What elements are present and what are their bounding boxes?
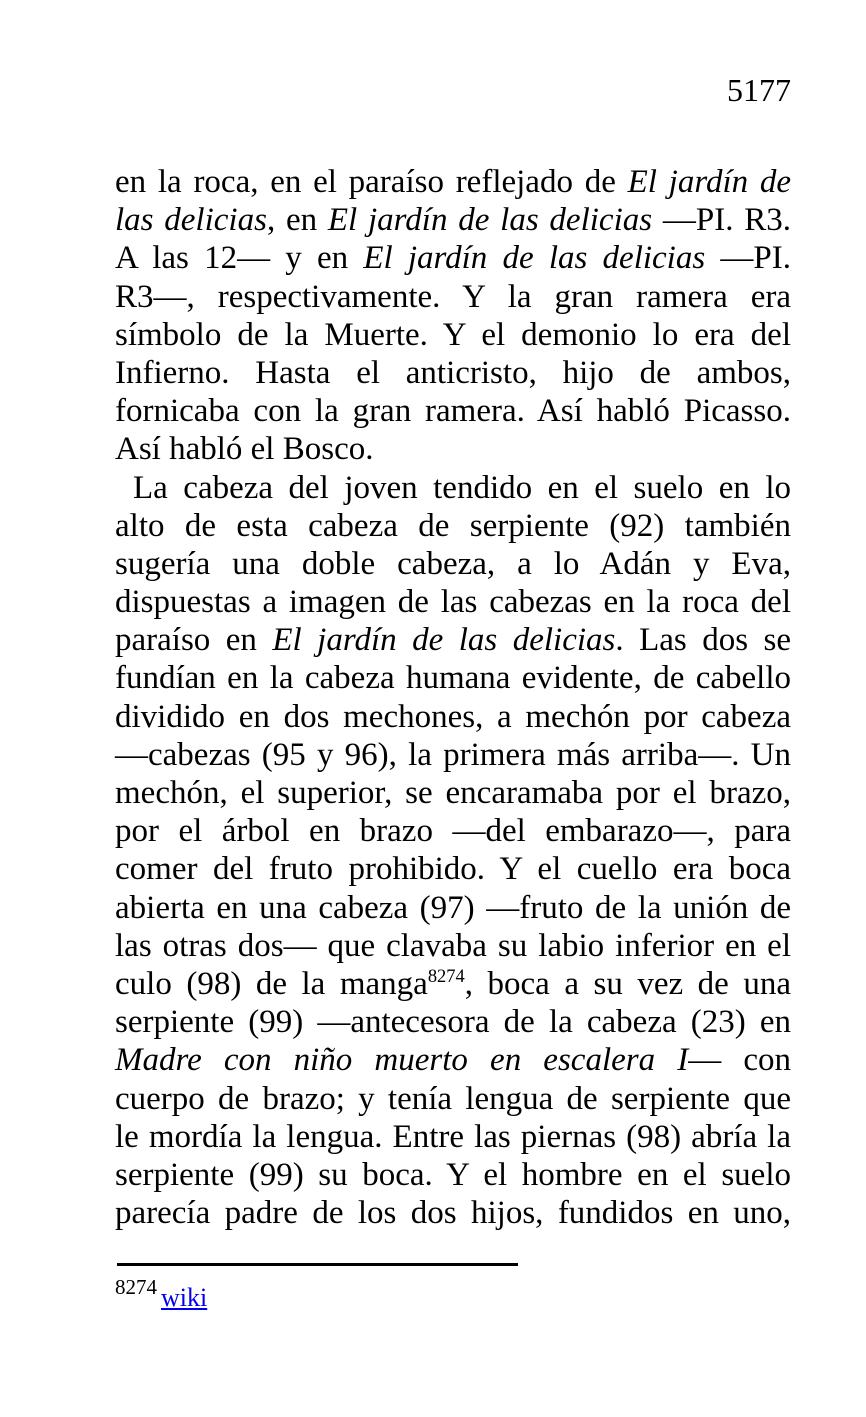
text-line: fornicaba con la gran ramera. Así habló Picasso. [115, 393, 791, 430]
text-line: fundían en la cabeza humana evidente, de cabello [115, 660, 791, 697]
text-line: comer del fruto prohibido. Y el cuello era boca [115, 851, 791, 888]
text-line: las delicias, en El jardín de las delicias —PI. R3. [115, 202, 791, 239]
text-line: serpiente (99) —antecesora de la cabeza (23) en [115, 1004, 791, 1041]
text-line: culo (98) de la manga$^{8274}$, boca a su vez de una [115, 965, 792, 1002]
text-line: símbolo de la Muerte. Y el demonio lo era del [115, 316, 791, 353]
footnote-reference[interactable]: 8274 [427, 965, 465, 986]
text-line: Madre con niño muerto en escalera I— con [115, 1042, 791, 1079]
text-line: paraíso en El jardín de las delicias. Las dos se [115, 622, 791, 659]
text-line: A las 12— y en El jardín de las delicias —PI. [115, 240, 791, 277]
body-text [115, 163, 791, 1232]
text-line: alto de esta cabeza de serpiente (92) también [115, 507, 791, 544]
text-line: La cabeza del joven tendido en el suelo en lo [133, 469, 791, 506]
text-line: en la roca, en el paraíso reflejado de El jardín de [115, 164, 792, 200]
text-line: parecía padre de los dos hijos, fundidos en uno, [115, 1195, 791, 1232]
text-line: R3—, respectivamente. Y la gran ramera era [115, 278, 791, 315]
paragraph-1 [115, 163, 791, 469]
text-line: —cabezas (95 y 96), la primera más arriba—. Un [115, 736, 791, 773]
paragraph-2 [115, 469, 791, 1233]
page-number: 5177 [727, 72, 791, 108]
text-line: Infierno. Hasta el anticristo, hijo de ambos, [115, 354, 791, 391]
text-line: Así habló el Bosco. [115, 431, 374, 468]
text-line: sugería una doble cabeza, a lo Adán y Eva, [115, 545, 791, 582]
text-line: las otras dos— que clavaba su labio inferior en el [115, 927, 791, 964]
text-line: dispuestas a imagen de las cabezas en la roca del [115, 584, 791, 621]
text-line: cuerpo de brazo; y tenía lengua de serpiente que [115, 1080, 791, 1117]
footnote-separator-rule [117, 1263, 518, 1266]
text-line: por el árbol en brazo —del embarazo—, para [115, 813, 791, 850]
text-line: serpiente (99) su boca. Y el hombre en el suelo [115, 1156, 791, 1193]
text-line: le mordía la lengua. Entre las piernas (98) abría la [115, 1118, 791, 1155]
footnote-wiki-link[interactable]: wiki [161, 1283, 208, 1312]
footnote-marker: 8274 [115, 1275, 157, 1299]
text-line: abierta en una cabeza (97) —fruto de la unión de [115, 889, 791, 926]
text-line: dividido en dos mechones, a mechón por cabeza [115, 698, 791, 735]
text-line: mechón, el superior, se encaramaba por el brazo, [115, 775, 791, 811]
